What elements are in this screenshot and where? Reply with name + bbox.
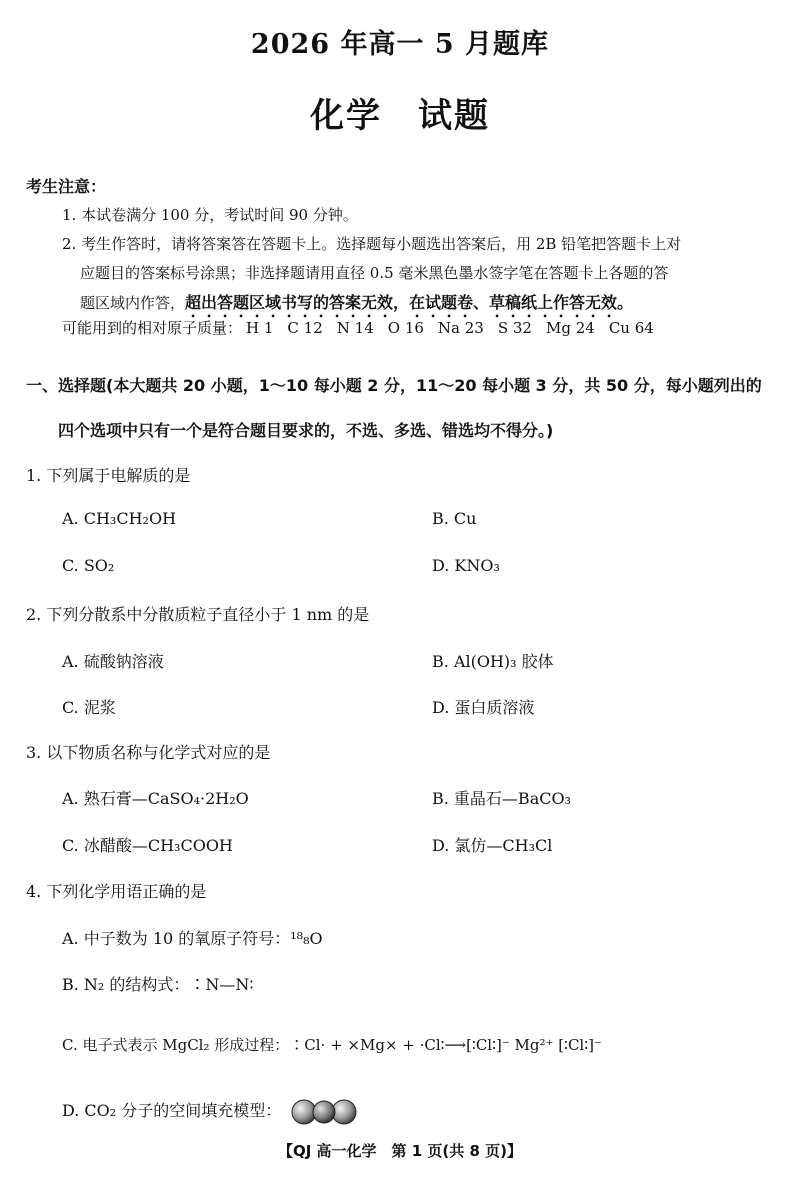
question-4-option-d-label: D. CO₂ 分子的空间填充模型：: [62, 1101, 282, 1120]
mass-n: N 14: [336, 319, 374, 337]
question-3-stem: 3. 以下物质名称与化学式对应的是: [26, 743, 271, 762]
question-3-option-a: A. 熟石膏—CaSO₄·2H₂O: [62, 789, 249, 808]
question-1-option-c: C. SO₂: [62, 556, 115, 575]
atomic-masses: [62, 317, 668, 338]
notice-item-1: 1. 本试卷满分 100 分，考试时间 90 分钟。: [62, 206, 358, 224]
question-3-option-b: B. 重晶石—BaCO₃: [432, 789, 572, 808]
question-4-stem: 4. 下列化学用语正确的是: [26, 882, 207, 901]
section-1-heading-line-1: 一、选择题(本大题共 20 小题，1～10 每小题 2 分，11～20 每小题 3 分，共 50 分，每小题列出的: [26, 376, 762, 395]
question-4-option-c: C. 电子式表示 MgCl₂ 形成过程：∶Cl· + ×Mg× + ·Cl∶⟶[∶Cl∶]⁻ Mg²⁺ [∶Cl∶]⁻: [62, 1036, 602, 1054]
question-2-option-c: C. 泥浆: [62, 698, 116, 717]
section-1-heading-line-2: 四个选项中只有一个是符合题目要求的，不选、多选、错选均不得分。): [58, 421, 554, 440]
exam-subtitle: 化学 试题: [310, 96, 490, 136]
mass-cu: Cu 64: [608, 319, 654, 337]
question-4-option-a: A. 中子数为 10 的氧原子符号：¹⁸₈O: [62, 929, 323, 948]
question-1-option-a: A. CH₃CH₂OH: [62, 509, 177, 528]
notice-item-2-line-1: 2. 考生作答时，请将答案答在答题卡上。选择题每小题选出答案后，用 2B 铅笔把答题卡上对: [62, 235, 682, 253]
question-3-option-c: C. 冰醋酸—CH₃COOH: [62, 836, 233, 855]
notice-heading: 考生注意：: [26, 177, 107, 196]
question-1-option-d: D. KNO₃: [432, 556, 500, 575]
question-2-option-a: A. 硫酸钠溶液: [62, 652, 164, 671]
mass-h: H 1: [246, 319, 274, 337]
notice-item-2-line-3-start: 题区域内作答，: [80, 294, 186, 312]
mass-mg: Mg 24: [545, 319, 595, 337]
mass-na: Na 23: [437, 319, 484, 337]
question-1-stem: 1. 下列属于电解质的是: [26, 466, 191, 485]
exam-title: 2026 年高一 5 月题库: [250, 29, 550, 60]
mass-c: C 12: [287, 319, 323, 337]
question-4-option-b: B. N₂ 的结构式：∶N—N∶: [62, 975, 254, 994]
question-4-option-d: [62, 1098, 358, 1125]
question-1-option-b: B. Cu: [432, 509, 477, 528]
question-2-stem: 2. 下列分散系中分散质粒子直径小于 1 nm 的是: [26, 605, 370, 624]
question-3-option-d: D. 氯仿—CH₃Cl: [432, 836, 553, 855]
page-footer: 【QJ 高一化学 第 1 页(共 8 页)】: [277, 1142, 523, 1160]
atomic-masses-label: 可能用到的相对原子质量：: [62, 319, 243, 337]
question-2-option-b: B. Al(OH)₃ 胶体: [432, 652, 554, 671]
mass-o: O 16: [387, 319, 424, 337]
notice-warning: 超出答题区域书写的答案无效，在试题卷、草稿纸上作答无效。: [185, 293, 634, 312]
co2-space-filling-model-icon: [290, 1099, 358, 1125]
mass-s: S 32: [497, 319, 532, 337]
notice-item-2-line-2: 应题目的答案标号涂黑；非选择题请用直径 0.5 毫米黑色墨水签字笔在答题卡上各题的答: [80, 264, 669, 282]
question-2-option-d: D. 蛋白质溶液: [432, 698, 535, 717]
